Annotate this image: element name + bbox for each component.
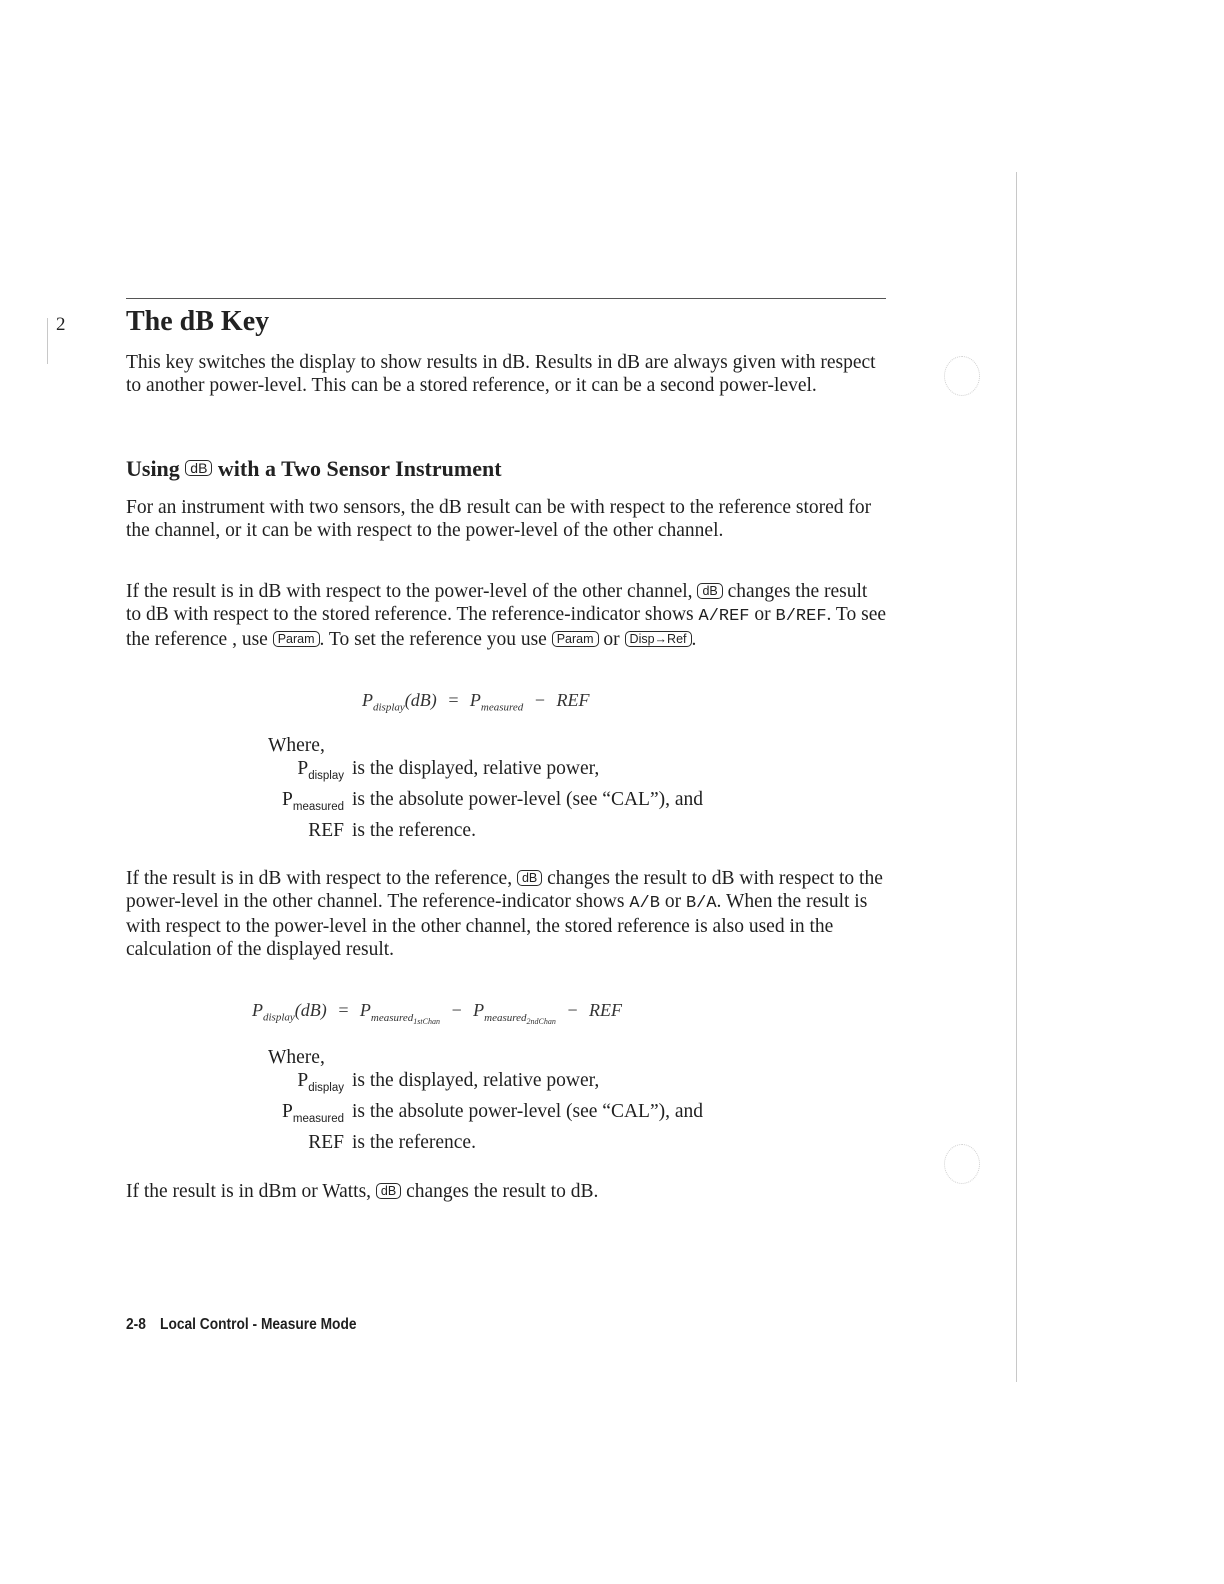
paragraph-two-sensor: For an instrument with two sensors, the dB result can be with respect to the reference stored for the channel, or it can be with respect to the power-level of the other channel. — [126, 497, 872, 541]
text-run: . — [691, 629, 697, 650]
math-subscript: measured — [480, 701, 524, 714]
math-symbol: P — [469, 690, 481, 710]
definition-row — [254, 757, 814, 788]
def-symbol: P — [282, 788, 293, 810]
def-subscript: measured — [292, 1112, 344, 1125]
where-label: Where, — [268, 735, 325, 756]
db-key-icon: dB — [517, 870, 542, 886]
math-symbol: P — [362, 690, 373, 710]
math-subscript: measured — [370, 1011, 414, 1024]
binder-hole-bottom — [944, 1144, 980, 1184]
section-rule — [126, 298, 886, 299]
db-key-icon: dB — [697, 583, 722, 599]
paragraph-dbm-watts — [126, 1180, 886, 1203]
indicator-a-ref: A/REF — [698, 607, 750, 626]
param-key-icon: Param — [273, 631, 320, 647]
definitions-block-2 — [254, 1046, 814, 1154]
def-text: is the absolute power-level (see “CAL”), and — [352, 1100, 704, 1122]
disp-ref-key-icon: Disp→Ref — [625, 631, 692, 647]
chapter-tab-number: 2 — [56, 314, 66, 335]
def-symbol: REF — [308, 819, 344, 841]
text-run: changes the result to dB with respect to the stored reference. The reference-indicator shows — [126, 581, 868, 625]
indicator-b-a: B/A — [685, 894, 717, 913]
where-label: Where, — [268, 1047, 325, 1068]
text-run: or — [754, 604, 771, 625]
def-symbol: P — [297, 758, 309, 779]
page-footer — [126, 1316, 357, 1334]
def-text: is the absolute power-level (see “CAL”), and — [352, 788, 704, 810]
def-subscript: measured — [292, 800, 344, 813]
def-text: is the displayed, relative power, — [352, 1070, 600, 1091]
def-text: is the reference. — [352, 1131, 476, 1153]
definition-row — [254, 788, 814, 819]
def-symbol: P — [282, 1100, 293, 1122]
footer-page-number: 2-8 — [126, 1316, 146, 1333]
math-symbol: P — [252, 1000, 263, 1020]
right-margin-rule — [1016, 172, 1017, 1382]
def-subscript: display — [308, 1081, 344, 1094]
definitions-block-1 — [254, 734, 814, 842]
math-symbol: REF — [589, 1000, 622, 1020]
formula-db-channels — [252, 1000, 622, 1026]
subsection-title-start: Using — [126, 456, 180, 481]
math-symbol: REF — [556, 690, 590, 710]
paragraph-db-reference — [126, 867, 886, 961]
def-text: is the displayed, relative power, — [352, 758, 600, 779]
text-run: . To see the reference , use — [126, 604, 887, 650]
text-run: If the result is in dB with respect to the power-level of the other channel, — [126, 581, 693, 602]
def-symbol: REF — [308, 1131, 344, 1153]
text-run: or — [603, 629, 620, 650]
subsection-title-end: with a Two Sensor Instrument — [217, 456, 502, 481]
definition-row — [254, 1131, 814, 1154]
math-operator: = — [447, 690, 460, 710]
text-run: . To set the reference you use — [319, 629, 547, 650]
definition-row — [254, 1069, 814, 1100]
binder-hole-top — [944, 356, 980, 396]
definition-row — [254, 1100, 814, 1131]
math-symbol: (dB) — [404, 690, 437, 710]
def-subscript: display — [308, 769, 344, 782]
math-subscript: measured — [484, 1011, 527, 1024]
math-subscript: display — [263, 1011, 295, 1024]
math-operator: − — [533, 690, 546, 710]
subsection-heading — [126, 456, 502, 482]
db-key-icon: dB — [185, 460, 212, 476]
math-subscript: display — [373, 701, 405, 714]
section-title: The dB Key — [126, 306, 270, 337]
param-key-icon: Param — [552, 631, 599, 647]
text-run: changes the result to dB with respect to the power-level in the other channel. The reference-indicator shows — [126, 868, 883, 912]
definition-row — [254, 819, 814, 842]
text-run: or — [664, 891, 682, 912]
math-symbol: (dB) — [294, 1000, 327, 1020]
intro-paragraph: This key switches the display to show results in dB. Results in dB are always given with respect to another power-level. This can be a stored reference, or it can be a second power-level. — [126, 352, 876, 396]
left-margin-rule — [47, 318, 48, 364]
math-subsubscript: 1stChan — [413, 1016, 440, 1026]
footer-title: Local Control - Measure Mode — [160, 1316, 357, 1333]
text-run: If the result is in dBm or Watts, — [126, 1181, 372, 1202]
math-symbol: P — [359, 1000, 371, 1020]
math-operator: = — [337, 1000, 350, 1020]
text-run: If the result is in dB with respect to the reference, — [126, 868, 513, 889]
def-symbol: P — [297, 1070, 309, 1091]
def-text: is the reference. — [352, 819, 476, 841]
indicator-a-b: A/B — [629, 894, 660, 913]
math-symbol: P — [473, 1000, 485, 1020]
paragraph-db-other-channel — [126, 580, 886, 651]
indicator-b-ref: B/REF — [775, 607, 827, 626]
math-operator: − — [450, 1000, 463, 1020]
text-run: . When the result is with respect to the power-level in the other channel, the stored reference is also used in the calculation of the displayed result. — [126, 891, 868, 960]
math-subsubscript: 2ndChan — [526, 1016, 556, 1026]
db-key-icon: dB — [376, 1183, 401, 1199]
formula-db-reference — [362, 690, 589, 714]
text-run: changes the result to dB. — [406, 1181, 599, 1202]
math-operator: − — [566, 1000, 579, 1020]
